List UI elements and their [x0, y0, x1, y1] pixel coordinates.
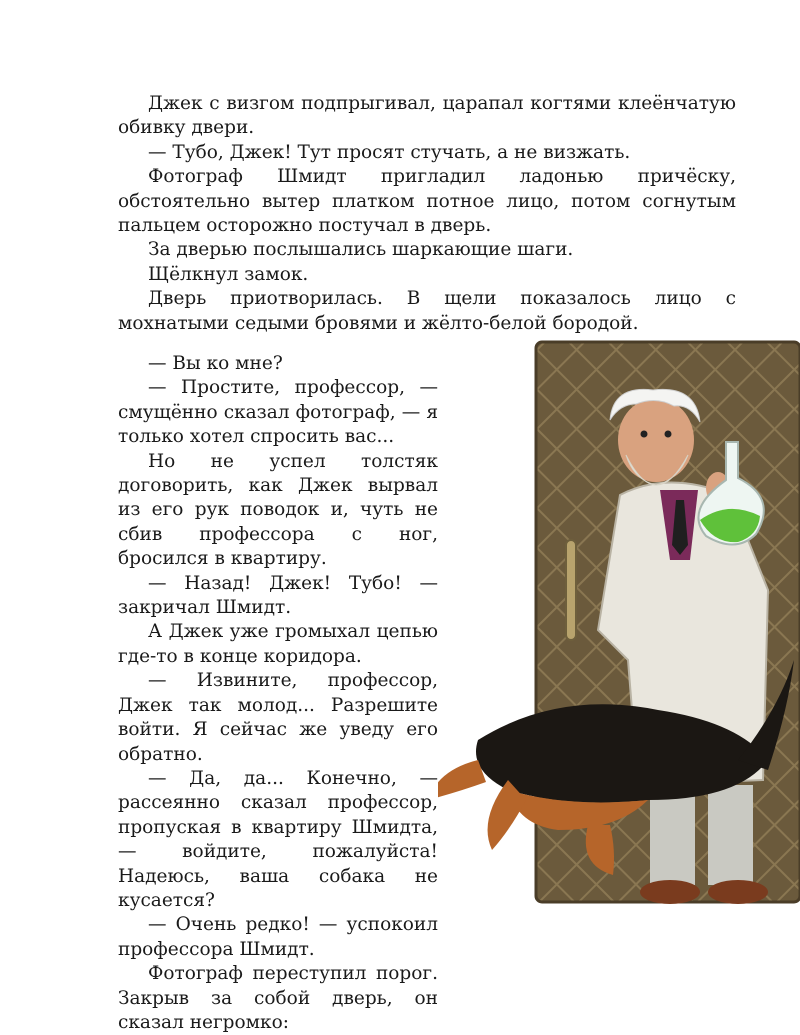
paragraph: За дверью послышались шаркающие шаги.	[148, 239, 574, 261]
dog-leg	[438, 760, 486, 800]
paragraph: — Извините, профессор, Джек так молод... Разрешите войти. Я сейчас же уведу его обратно.	[118, 670, 438, 765]
paragraph: Дверь приотворилась. В щели показалось лицо с мохнатыми седыми бровями и жёлто-белой бородой.	[118, 288, 736, 334]
paragraph: Щёлкнул замок.	[148, 263, 309, 285]
professor-shoe	[708, 880, 768, 904]
paragraph: — Простите, профессор, — смущённо сказал фотограф, — я только хотел спросить вас...	[118, 377, 438, 448]
illustration	[438, 330, 800, 930]
professor-trousers	[650, 785, 695, 885]
door-handle	[566, 540, 576, 640]
paragraph: — Очень редко! — успокоил профессора Шмидт.	[118, 914, 438, 960]
professor-dog-illustration	[438, 330, 800, 930]
paragraph: Фотограф переступил порог. Закрыв за собой дверь, он сказал негромко:	[118, 963, 438, 1033]
paragraph: Джек с визгом подпрыгивал, царапал когтями клеёнчатую обивку двери.	[118, 93, 736, 139]
professor-eye	[665, 431, 672, 438]
paragraph: А Джек уже громыхал цепью где-то в конце коридора.	[118, 621, 438, 667]
paragraph: — Назад! Джек! Тубо! — закричал Шмидт.	[118, 572, 438, 619]
professor-eye	[641, 431, 648, 438]
paragraph: — Тубо, Джек! Тут просят стучать, а не визжать.	[148, 141, 631, 163]
main-text-top	[118, 92, 736, 336]
professor-shoe	[640, 880, 700, 904]
paragraph: Но не успел толстяк договорить, как Джек вырвал из его рук поводок и, чуть не сбив профессора с ног, бросился в квартиру.	[118, 450, 438, 570]
main-text-side	[118, 352, 438, 1035]
professor-head	[618, 398, 694, 482]
paragraph: — Вы ко мне?	[148, 353, 283, 374]
paragraph: Фотограф Шмидт пригладил ладонью причёску, обстоятельно вытер платком потное лицо, потом согнутым пальцем осторожно постучал в дверь.	[118, 166, 736, 237]
professor-trousers	[708, 785, 753, 885]
paragraph: — Да, да... Конечно, — рассеянно сказал профессор, пропуская в квартиру Шмидта, — войдите, пожалуйста! Надеюсь, ваша собака не кусается?	[118, 767, 438, 911]
